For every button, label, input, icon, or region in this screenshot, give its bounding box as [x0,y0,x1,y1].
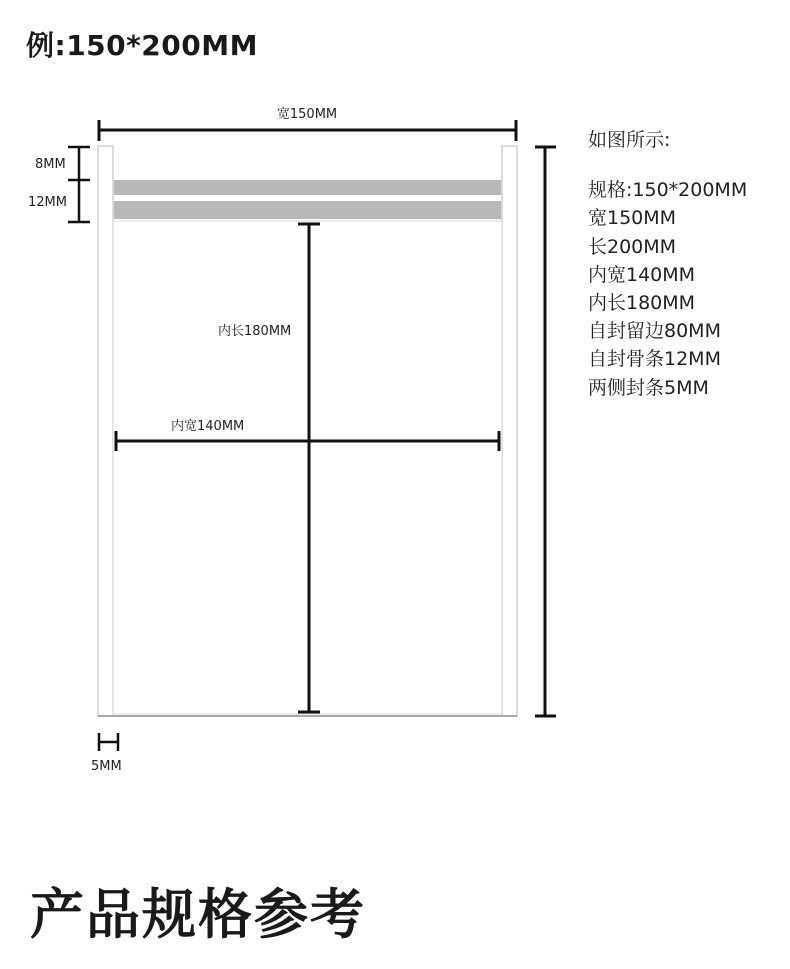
inner-width-label: 内宽140MM [171,419,245,434]
spec-line: 内长180MM [588,292,696,315]
total-length-dimension [535,147,556,716]
spec-line: 两侧封条5MM [588,376,709,399]
spec-line: 规格:150*200MM [588,179,748,202]
spec-line: 内宽140MM [588,263,696,286]
width-dimension [99,120,516,141]
spec-line: 自封留边80MM [588,320,721,343]
strip-dimension [68,147,90,222]
zipper-strip-1 [114,180,501,195]
inner-length-label: 内长180MM [218,324,292,339]
spec-line: 宽150MM [588,207,677,230]
top-strip-label: 8MM [35,157,66,172]
spec-line: 长200MM [588,235,677,258]
section-title: 产品规格参考 [30,883,366,946]
zipper-strip-2 [114,201,501,219]
side-seal-label: 5MM [91,759,122,774]
strip-label: 12MM [28,195,67,210]
left-side-seal [98,146,113,716]
right-side-seal [502,146,517,716]
spec-heading: 如图所示: [588,129,671,151]
spec-line: 自封骨条12MM [588,348,721,371]
page-title: 例:150*200MM [26,29,258,62]
width-label: 宽150MM [276,107,338,122]
side-seal-dimension [99,733,118,751]
spec-list [588,126,747,402]
